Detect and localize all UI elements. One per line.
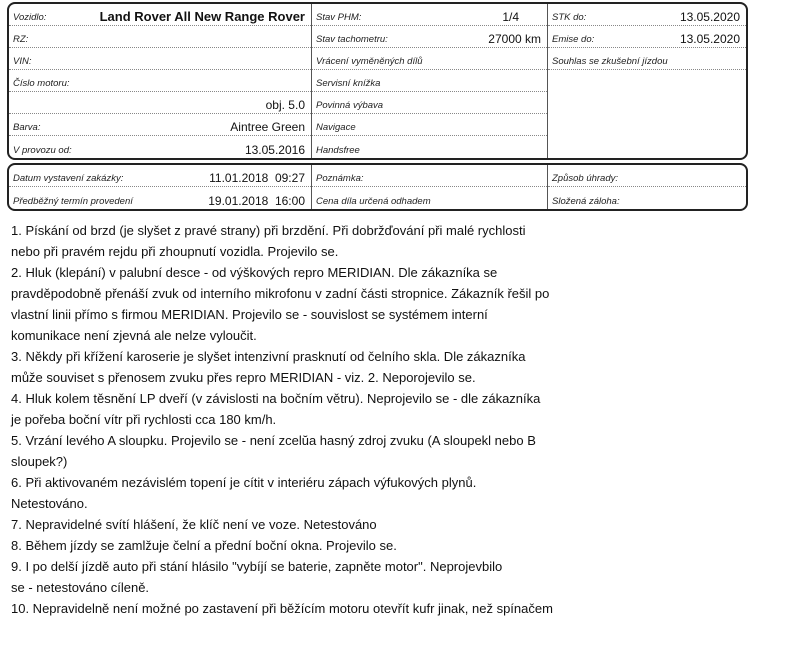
field-fuel: Stav PHM: 1/4	[312, 4, 547, 26]
field-in-service: V provozu od: 13.05.2016	[13, 143, 305, 157]
field-vin: VIN:	[9, 48, 311, 70]
field-engine-volume: obj. 5.0	[9, 92, 311, 114]
note-line: 8. Během jízdy se zamlžuje čelní a přední boční okna. Projevilo se.	[11, 538, 397, 553]
field-plate: RZ:	[9, 26, 311, 48]
field-order-deadline: Předběžný termín provedení 19.01.2018 16:00	[13, 194, 305, 208]
field-parts-return: Vrácení vyměněných dílů	[312, 48, 547, 70]
order-info-panel	[7, 163, 748, 211]
field-odometer: Stav tachometru: 27000 km	[312, 26, 547, 48]
note-line: 2. Hluk (klepání) v palubní desce - od výškových repro MERIDIAN. Dle zákazníka se	[11, 265, 498, 280]
field-order-created: Datum vystavení zakázky: 11.01.2018 09:27	[9, 165, 311, 187]
note-line: komunikace není zjevná ale nelze vyloučit.	[11, 328, 257, 343]
field-engine-number: Číslo motoru:	[9, 70, 311, 92]
note-line: pravděpodobně přenáší zvuk od interního mikrofonu v zadní části stropnice. Zákazník řešil po	[11, 286, 550, 301]
field-color: Barva: Aintree Green	[9, 114, 311, 136]
field-order-note: Poznámka:	[312, 165, 547, 187]
vehicle-info-panel	[7, 2, 748, 160]
field-payment-method: Způsob úhrady:	[548, 165, 746, 187]
field-vehicle: Vozidlo: Land Rover All New Range Rover	[9, 4, 311, 26]
vehicle-model-value: Land Rover All New Range Rover	[99, 9, 305, 24]
note-line: 9. I po delší jízdě auto při stání hlásilo "vybíjí se baterie, zapněte motor". Neprojevbilo	[11, 559, 503, 574]
field-deposit: Složená záloha:	[552, 196, 620, 207]
field-equipment: Povinná výbava	[312, 92, 547, 114]
note-line: 3. Někdy při křížení karoserie je slyšet intenzivní prasknutí od čelního skla. Dle zákazníka	[11, 349, 526, 364]
field-emission: Emise do: 13.05.2020	[548, 26, 746, 48]
note-line: 5. Vrzání levého A sloupku. Projevilo se - není zcelŭa hasný zdroj zvuku (A sloupekl nebo B	[11, 433, 536, 448]
note-line: nebo při pravém rejdu při zhoupnutí vozidla. Projevilo se.	[11, 244, 339, 259]
note-line: se - netestováno cíleně.	[11, 580, 150, 595]
note-line: 7. Nepravidelné svítí hlášení, že klíč není ve voze. Netestováno	[11, 517, 377, 532]
note-line: 6. Při aktivovaném nezávislém topení je cítit v interiéru zápach výfukových plynů.	[11, 475, 477, 490]
note-line: 10. Nepravidelně není možné po zastavení při běžícím motoru otevřít kufr jinak, než spínačem	[11, 601, 553, 616]
field-test-drive: Souhlas se zkušební jízdou	[548, 48, 746, 70]
note-line: vlastní linii přímo s firmou MERIDIAN. Projevilo se - souvislost se systémem interní	[11, 307, 488, 322]
note-line: 4. Hluk kolem těsnění LP dveří (v závislosti na bočním větru). Neprojevilo se - dle zákazníka	[11, 391, 541, 406]
field-navigation: Navigace	[312, 114, 547, 136]
note-line: může souviset s přenosem zvuku přes repro MERIDIAN - viz. 2. Neporojevilo se.	[11, 370, 476, 385]
note-line: je pořeba boční vítr při rychlosti cca 180 km/h.	[11, 412, 277, 427]
complaint-notes	[11, 220, 791, 619]
field-service-book: Servisní knížka	[312, 70, 547, 92]
field-stk: STK do: 13.05.2020	[548, 4, 746, 26]
field-order-price: Cena díla určená odhadem	[316, 196, 431, 207]
field-handsfree: Handsfree	[316, 145, 360, 156]
note-line: Netestováno.	[11, 496, 88, 511]
note-line: sloupek?)	[11, 454, 68, 469]
note-line: 1. Pískání od brzd (je slyšet z pravé strany) při brzdění. Při dobržďování při malé rychlosti	[11, 223, 526, 238]
